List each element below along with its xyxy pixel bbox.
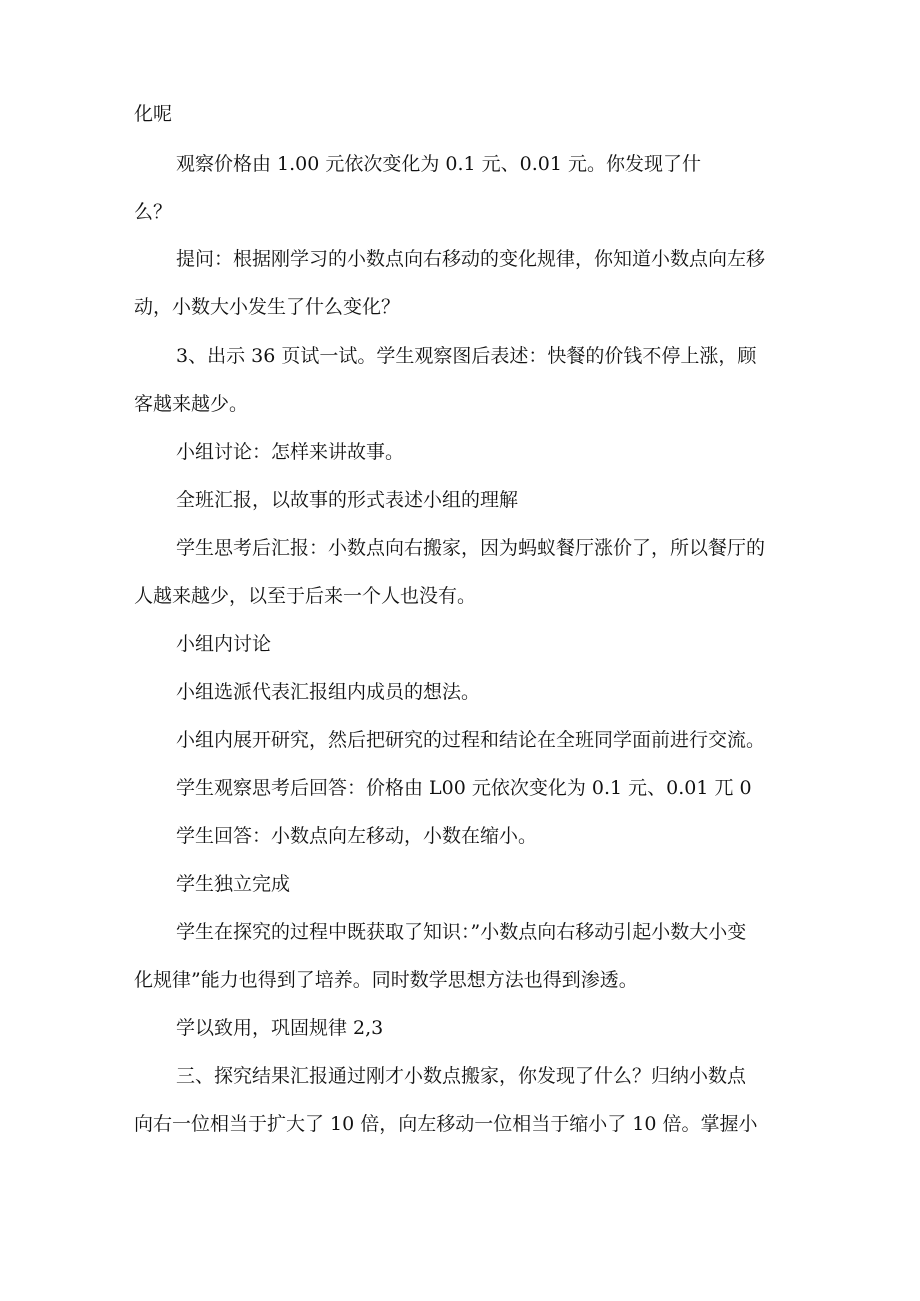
text-line: 学生思考后汇报：小数点向右搬家，因为蚂蚁餐厅涨价了，所以餐厅的 [176,537,766,559]
text-line: 客越来越少。 [134,393,249,415]
text-line: 观察价格由 1.00 元依次变化为 0.1 元、0.01 元。你发现了什 [176,153,702,175]
text-line: 全班汇报，以故事的形式表述小组的理解 [176,489,519,511]
text-line: 小组内讨论 [176,633,272,655]
text-line: 学生观察思考后回答：价格由 L00 元依次变化为 0.1 元、0.01 兀 0 [176,777,752,799]
text-line: 学生独立完成 [176,873,291,895]
text-line: 学生在探究的过程中既获取了知识：”小数点向右移动引起小数大小变 [176,921,747,943]
text-line: 化呢 [134,103,173,125]
text-line: 小组内展开研究，然后把研究的过程和结论在全班同学面前进行交流。 [176,729,766,751]
text-line: 小组讨论：怎样来讲故事。 [176,441,405,463]
text-line: 化规律”能力也得到了培养。同时数学思想方法也得到渗透。 [134,969,638,991]
text-line: 3、出示 36 页试一试。学生观察图后表述：快餐的价钱不停上涨，顾 [176,345,757,367]
text-line: 学生回答：小数点向左移动，小数在缩小。 [176,825,538,847]
text-line: 提问：根据刚学习的小数点向右移动的变化规律，你知道小数点向左移 [176,248,766,270]
text-line: 人越来越少，以至于后来一个人也没有。 [134,585,477,607]
text-line: 向右一位相当于扩大了 10 倍，向左移动一位相当于缩小了 10 倍。掌握小 [134,1113,758,1135]
text-line: 三、探究结果汇报通过刚才小数点搬家，你发现了什么？归纳小数点 [176,1065,747,1087]
text-line: 学以致用，巩固规律 2,3 [176,1017,384,1039]
text-line: 动，小数大小发生了什么变化？ [134,296,401,318]
text-line: 么？ [134,201,173,223]
text-line: 小组选派代表汇报组内成员的想法。 [176,681,481,703]
